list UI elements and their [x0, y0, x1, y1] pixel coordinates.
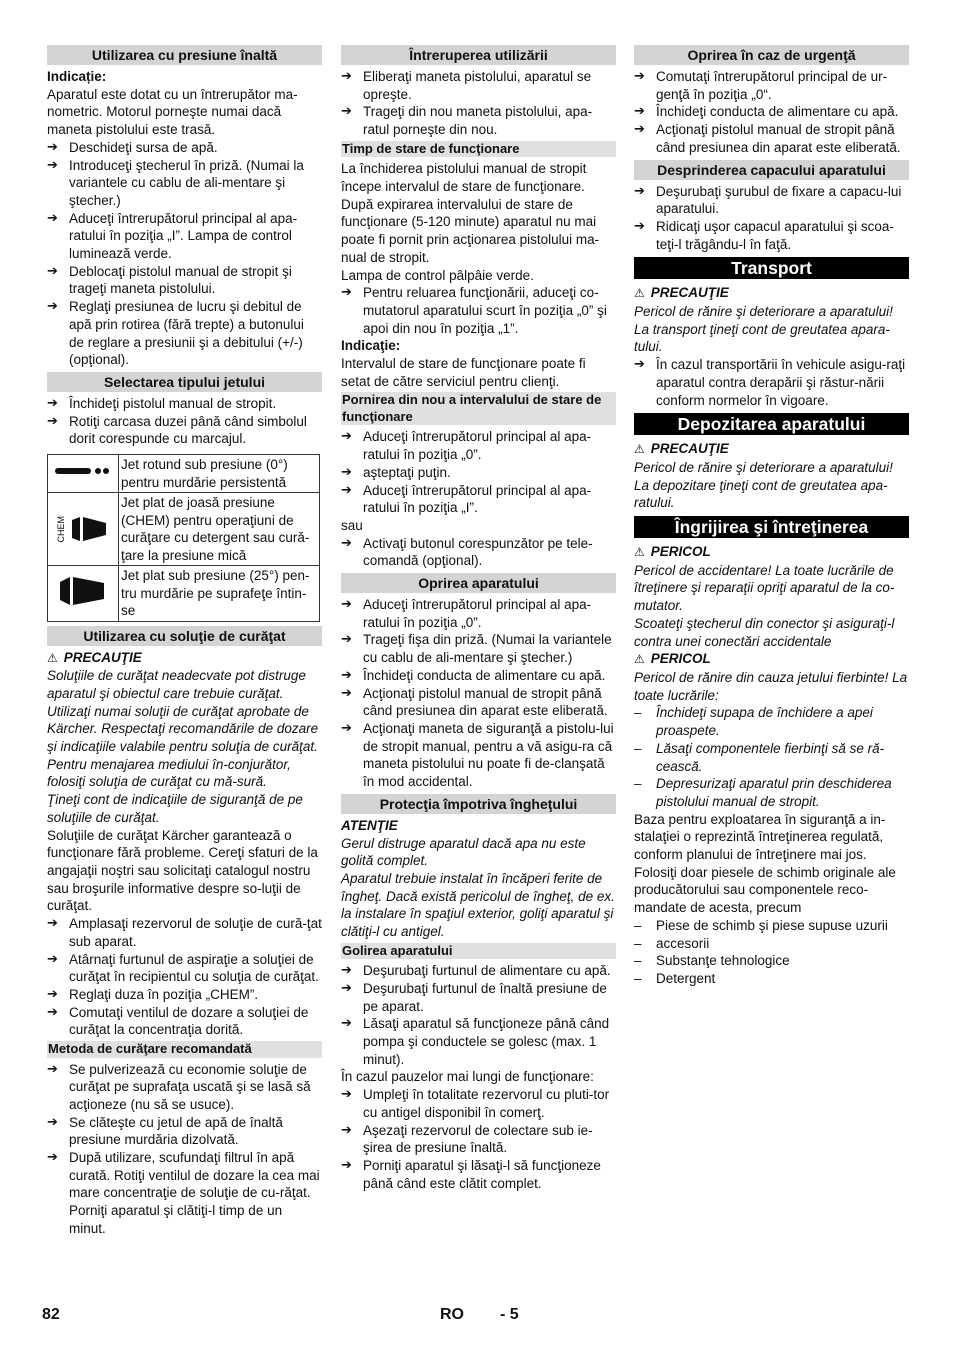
column-3 [634, 45, 909, 988]
section-title-interrupt: Întreruperea utilizării [341, 45, 616, 65]
table-row [48, 493, 320, 566]
step: ➔ Amplasaţi rezervorul de soluţie de cură-ţat sub aparat. [47, 915, 322, 950]
caution-heading [47, 649, 322, 668]
step: ➔ Deşurubaţi furtunul de alimentare cu apă. [341, 962, 616, 980]
danger-heading [634, 650, 909, 669]
body-text: Lampa de control pâlpâie verde. [341, 267, 534, 283]
step: ➔ Deblocaţi pistolul manual de stropit şi trageţi maneta pistolului. [47, 263, 322, 298]
step: ➔ Acţionaţi pistolul manual de stropit până când presiunea din aparat este eliberată. [341, 685, 616, 720]
step: ➔ În cazul transportării în vehicule asigu-raţi aparatul contra derapării şi răstur-nării conform normelor în vigoare. [634, 356, 909, 409]
column-1 [47, 45, 322, 1238]
section-title-jet-type: Selectarea tipului jetului [47, 372, 322, 392]
step: ➔ Deschideţi sursa de apă. [47, 139, 322, 157]
table-row [48, 566, 320, 622]
step: ➔ Acţionaţi maneta de siguranţă a pistolu-lui de stropit manual, pentru a vă asigu-ra că maneta pistolului nu poate fi de-clanşată în mod accidental. [341, 720, 616, 791]
step: ➔ Închideţi pistolul manual de stropit. [47, 395, 322, 413]
section-title-emergency-stop: Oprirea în caz de urgenţă [634, 45, 909, 65]
flat-jet-icon [48, 566, 119, 622]
chem-jet-icon [48, 493, 119, 566]
section-page-number: - 5 [500, 1306, 519, 1323]
danger-label: PERICOL [650, 651, 711, 667]
list-item: – Depresurizaţi aparatul prin deschiderea pistolului manual de stropit. [634, 775, 909, 810]
caution-text: Pericol de rănire şi deteriorare a aparatului! La transport ţineţi cont de greutatea apara-tului. [634, 304, 893, 355]
step: ➔ Se pulverizează cu economie soluţie de curăţat pe suprafaţa uscată şi se lasă să acţioneze (nu să se usuce). [47, 1061, 322, 1114]
note-label: Indicaţie: [341, 338, 401, 354]
list-item: – Lăsaţi componentele fierbinţi să se ră-cească. [634, 740, 909, 775]
subsection-title-restart-standby: Pornirea din nou a intervalului de stare de funcţionare [341, 392, 616, 425]
caution-text: Soluţiile de curăţat neadecvate pot distruge aparatul şi obiectul care trebuie curăţat. Utilizaţi numai soluţii de curăţat aprobate de Kärcher. Respectaţi recomandările de dozare şi indicaţiile valabile pentru soluţia de curăţat. Pentru menajarea mediului în-conjurător, folosiţi soluţia de curăţat cu mă-sură. [47, 668, 319, 790]
section-title-remove-cover: Desprinderea capacului aparatului [634, 160, 909, 180]
subsection-title-recommended-method: Metoda de curăţare recomandată [47, 1041, 322, 1058]
step: ➔ Rotiţi carcasa duzei până când simbolul dorit corespunde cu marcajul. [47, 413, 322, 448]
body-text: La închiderea pistolului manual de stropit începe intervalul de stare de funcţionare. După expirarea intervalului de stare de funcţionare (5-120 minute) aparatul nu mai poate fi pornit prin acţionarea pistolului ma-nual de stropit. [341, 161, 600, 265]
step: ➔ Reglaţi presiunea de lucru şi debitul de apă prin rotirea (fără trepte) a butonului de reglare a presiunii şi a debitului (+/-) (opţional). [47, 298, 322, 369]
section-title-high-pressure: Utilizarea cu presiune înaltă [47, 45, 322, 65]
warning-triangle-icon: ⚠ [634, 286, 645, 301]
round-jet-icon [48, 455, 119, 493]
danger-text: Scoateţi ştecherul din conector şi asiguraţi-l contra unei conectări accidentale [634, 615, 895, 649]
step: ➔ Închideţi conducta de alimentare cu apă. [341, 667, 616, 685]
note-text: Intervalul de stare de funcţionare poate fi setat de către serviciul pentru clienţi. [341, 356, 586, 389]
caution-heading [634, 284, 909, 303]
body-text: Soluţiile de curăţat Kärcher garantează o funcţionare fără probleme. Cereţi sfaturi de la angajaţii noştri sau solicitaţi catalogul nostru sau broşurile informative despre so-luţii de curăţat. [47, 827, 318, 914]
list-item: – Piese de schimb şi piese supuse uzurii [634, 917, 909, 935]
step: ➔ Lăsaţi aparatul să funcţioneze până când pompa şi conductele se golesc (max. 1 minut). [341, 1015, 616, 1068]
step: ➔ Aduceţi întrerupătorul principal al apa-ratului în poziţia „0”. [341, 596, 616, 631]
list-item: – Detergent [634, 970, 909, 988]
step: ➔ Aduceţi întrerupătorul principal al apa-ratului în poziţia „I”. [341, 482, 616, 517]
jet-type-table [47, 454, 320, 622]
step: ➔ Aduceţi întrerupătorul principal al apa-ratului în poziţia „I”. Lampa de control luminează verde. [47, 210, 322, 263]
step: ➔ Umpleţi în totalitate rezervorul cu pluti-tor cu antigel disponibil în comerţ. [341, 1086, 616, 1121]
step: ➔ Se clăteşte cu jetul de apă de înaltă presiune murdăria dizolvată. [47, 1114, 322, 1149]
step: ➔ Ridicaţi uşor capacul aparatului şi scoa-teţi-l trăgându-l în faţă. [634, 218, 909, 253]
warning-triangle-icon: ⚠ [47, 650, 58, 665]
section-title-cleaning-solution: Utilizarea cu soluţie de curăţat [47, 626, 322, 646]
caution-text: Pericol de rănire şi deteriorare a aparatului! La depozitare ţineţi cont de greutatea apa-ratului. [634, 459, 893, 511]
column-2 [341, 45, 616, 1192]
step: ➔ Eliberaţi maneta pistolului, aparatul se opreşte. [341, 68, 616, 103]
danger-label: PERICOL [650, 544, 711, 560]
caution-label: PRECAUŢIE [650, 285, 729, 301]
jet-description: Jet plat de joasă presiune (CHEM) pentru operaţiuni de curăţare cu detergent sau cură-ţare la presiune mică [119, 493, 320, 566]
warning-triangle-icon: ⚠ [634, 442, 645, 457]
jet-description: Jet plat sub presiune (25°) pen-tru murdărie pe suprafeţe întin-se [119, 566, 320, 622]
danger-heading [634, 543, 909, 562]
subsection-title-standby-time: Timp de stare de funcţionare [341, 141, 616, 158]
note-label: Indicație: [47, 69, 107, 84]
caution-heading [634, 440, 909, 459]
subsection-title-drain: Golirea aparatului [341, 943, 616, 960]
list-item: – Închideţi supapa de închidere a apei proaspete. [634, 704, 909, 739]
caution-text: Ţineţi cont de indicaţiile de siguranţă de pe soluţiile de curăţat. [47, 792, 303, 825]
warning-triangle-icon: ⚠ [634, 545, 645, 560]
list-item: – accesorii [634, 935, 909, 953]
page-number: 82 [42, 1306, 60, 1323]
step: ➔ Atârnaţi furtunul de aspiraţie a soluţiei de curăţat în recipientul cu soluţia de curăţat. [47, 951, 322, 986]
chapter-title-storage: Depozitarea aparatului [634, 413, 909, 435]
step: ➔ Acţionaţi pistolul manual de stropit până când presiunea din aparat este eliberată. [634, 121, 909, 156]
danger-text: Pericol de accidentare! La toate lucrările de îtreţinere şi reparaţii opriţi aparatul de la co-mutator. [634, 562, 895, 614]
step: ➔ Activaţi butonul corespunzător pe tele-comandă (opţional). [341, 535, 616, 570]
step: ➔ Porniţi aparatul şi lăsaţi-l să funcţioneze până când este clătit complet. [341, 1157, 616, 1192]
step: ➔ Aşezaţi rezervorul de colectare sub ie-şirea de presiune înaltă. [341, 1122, 616, 1157]
or-text: sau [341, 517, 363, 533]
chapter-title-transport: Transport [634, 257, 909, 279]
step: ➔ Reglaţi duza în poziţia „CHEM”. [47, 986, 322, 1004]
body-text: În cazul pauzelor mai lungi de funcţionare: [341, 1069, 594, 1085]
jet-description: Jet rotund sub presiune (0°) pentru murdărie persistentă [119, 455, 320, 493]
step: ➔ Pentru reluarea funcţionării, aduceţi co-mutatorul aparatului scurt în poziţia „0” şi apoi din nou în poziţia „1”. [341, 284, 616, 337]
step: ➔ aşteptaţi puţin. [341, 464, 616, 482]
attention-label: ATENŢIE [341, 817, 398, 833]
chem-label: CHEM [55, 515, 66, 543]
caution-label: PRECAUŢIE [63, 649, 142, 665]
step: ➔ Comutaţi ventilul de dozare a soluţiei de curăţat la concentraţia dorită. [47, 1004, 322, 1039]
body-text: Baza pentru exploatarea în siguranţă a in-stalaţiei o reprezintă întreţinerea regulată, conform planului de întreţinere mai jos. Folosiţi doar piesele de schimb originale ale producătorului sau componentele reco-mandate de acesta, precum [634, 811, 896, 916]
caution-label: PRECAUŢIE [650, 441, 729, 457]
table-row [48, 455, 320, 493]
note-text: Aparatul este dotat cu un întrerupător ma-nometric. Motorul porneşte numai dacă maneta pistolului este trasă. [47, 86, 298, 138]
danger-text: Pericol de rănire din cauza jetului fierbinte! La toate lucrările: [634, 669, 908, 703]
attention-text: Gerul distruge aparatul dacă apa nu este golită complet. [341, 835, 586, 869]
step: ➔ Introduceţi ştecherul în priză. (Numai la variantele cu cablu de ali-mentare şi ştecher.) [47, 157, 322, 210]
step: ➔ Trageţi din nou maneta pistolului, apa-ratul porneşte din nou. [341, 103, 616, 138]
section-title-frost-protection: Protecţia împotriva îngheţului [341, 794, 616, 814]
step: ➔ Aduceţi întrerupătorul principal al apa-ratului în poziţia „0”. [341, 428, 616, 463]
attention-text: Aparatul trebuie instalat în încăperi ferite de îngheţ. Dacă există pericolul de îngheţ, de ex. la instalare în spaţiul exterior, goliţi aparatul şi clătiţi-l cu antigel. [341, 870, 615, 940]
step: ➔ Comutaţi întrerupătorul principal de ur-genţă în poziţia „0“. [634, 68, 909, 103]
step: ➔ Deşurubaţi furtunul de înaltă presiune de pe aparat. [341, 980, 616, 1015]
warning-triangle-icon: ⚠ [634, 652, 645, 667]
section-title-shutdown: Oprirea aparatului [341, 573, 616, 593]
list-item: – Substanţe tehnologice [634, 952, 909, 970]
step: ➔ Deşurubaţi şurubul de fixare a capacu-lui aparatului. [634, 183, 909, 218]
step: ➔ După utilizare, scufundaţi filtrul în apă curată. Rotiţi ventilul de dozare la cea mai mare concentraţie de soluţie de cu-răţat. Porniţi aparatul şi clătiţi-l timp de un minut. [47, 1149, 322, 1238]
step: ➔ Închideţi conducta de alimentare cu apă. [634, 103, 909, 121]
step: ➔ Trageţi fişa din priză. (Numai la variantele cu cablu de ali-mentare şi ştecher.) [341, 631, 616, 666]
language-code: RO [440, 1306, 464, 1323]
chapter-title-care-maintenance: Îngrijirea şi întreţinerea [634, 516, 909, 538]
